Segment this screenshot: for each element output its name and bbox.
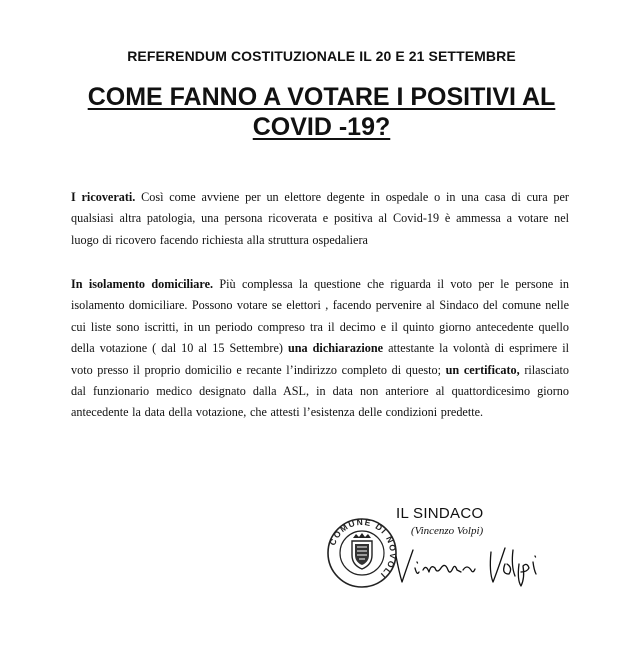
headline-line-1: COME FANNO A VOTARE I POSITIVI AL [87, 83, 556, 111]
paragraph-text: Così come avviene per un elettore degente in ospedale o in una casa di cura per qualsiasi altra patologia, una persona ricoverata e positiva al Covid-19 è ammessa a votare nel luogo di ricovero facendo richiesta alla struttura ospedaliera [71, 190, 569, 247]
paragraph-emphasis: una dichiarazione [287, 341, 384, 356]
paragraph-heading: In isolamento domiciliare. [71, 277, 214, 291]
paragraph-emphasis: un certificato, [445, 362, 520, 377]
paragraph-heading: I ricoverati. [71, 190, 136, 204]
paragraph-text: Più complessa la questione che riguarda il voto per le persone in isolamento domiciliare. Possono votare se elettori , facendo pervenire al Sindaco del comune nelle cui liste sono iscritti, in un periodo compreso tra il decimo e il quinto giorno antecedente quello della votazione ( dal 10 al 15 Settembre) [71, 277, 569, 356]
paragraph-text: rilasciato dal funzionario medico designato dalla ASL, in data non anteriore al quattordicesimo giorno antecedente la data della votazione, che attesti l’esistenza delle condizioni predette. [71, 362, 570, 420]
paragraph-ricoverati [71, 187, 569, 251]
mayor-title: IL SINDACO [396, 505, 484, 522]
mayor-name: (Vincenzo Volpi) [411, 525, 484, 537]
paragraph-text: attestante la volontà di esprimere il voto presso il proprio domicilio e recante l’indirizzo completo di questo; [71, 341, 569, 377]
headline [0, 82, 643, 142]
handwritten-signature [393, 542, 545, 588]
municipal-seal-icon [326, 517, 398, 589]
seal-text: COMUNE DI NOVOLI [327, 517, 398, 582]
paragraph-isolamento [71, 274, 569, 424]
headline-line-2: COVID -19? [252, 113, 391, 141]
referendum-overtitle: REFERENDUM COSTITUZIONALE IL 20 E 21 SETTEMBRE [127, 48, 516, 64]
